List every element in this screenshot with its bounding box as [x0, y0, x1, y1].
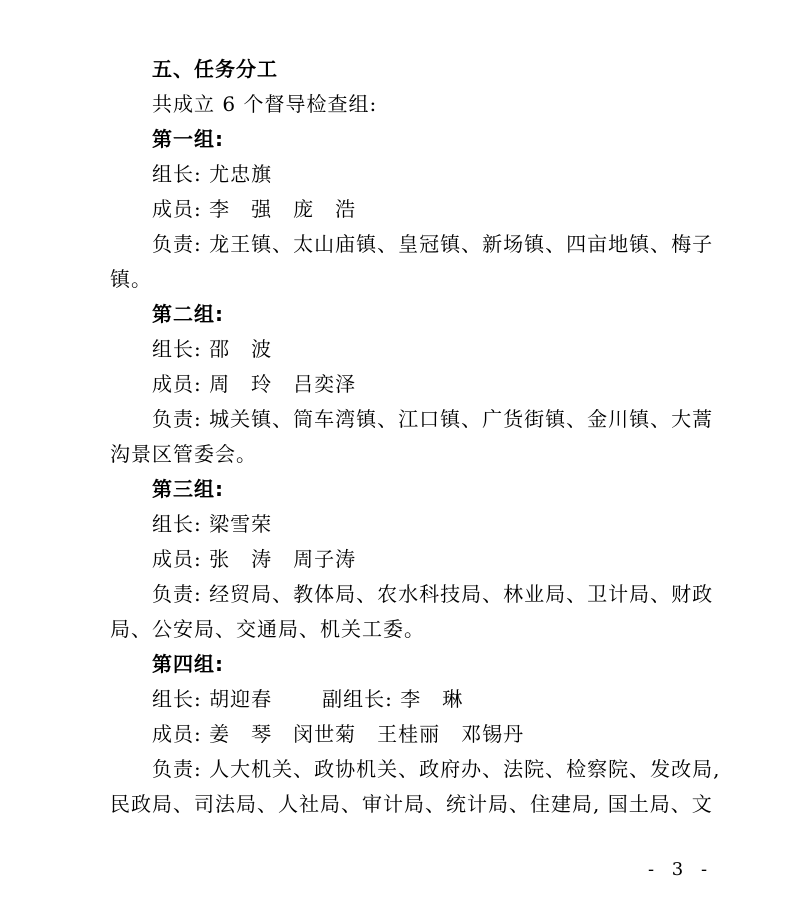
group-4-members: 成员: 姜 琴 闵世菊 王桂丽 邓锡丹 — [152, 722, 525, 746]
group-1-duty-line1: 负责: 龙王镇、太山庙镇、皇冠镇、新场镇、四亩地镇、梅子 — [152, 232, 714, 256]
group-3-duty-line2: 局、公安局、交通局、机关工委。 — [110, 617, 425, 641]
group-4-leader-row — [152, 684, 710, 714]
group-4-duty-line1: 负责: 人大机关、政协机关、政府办、法院、检察院、发改局, — [152, 757, 721, 781]
page-number: - 3 - — [648, 859, 714, 880]
group-1-leader: 组长: 尤忠旗 — [152, 162, 273, 186]
group-3-duty-line1: 负责: 经贸局、教体局、农水科技局、林业局、卫计局、财政 — [152, 582, 714, 606]
group-1-title: 第一组: — [152, 127, 224, 151]
group-2-leader: 组长: 邵 波 — [152, 337, 273, 361]
group-3-leader: 组长: 梁雪荣 — [152, 512, 273, 536]
intro-text: 共成立 6 个督导检查组: — [152, 92, 378, 116]
group-2-duty-line2: 沟景区管委会。 — [110, 442, 257, 466]
section-title: 五、任务分工 — [152, 57, 278, 81]
group-1-duty-line2: 镇。 — [110, 267, 152, 291]
group-2-title: 第二组: — [152, 302, 224, 326]
group-4-duty-line2: 民政局、司法局、人社局、审计局、统计局、住建局, 国土局、文 — [110, 792, 713, 816]
group-3-title: 第三组: — [152, 477, 224, 501]
group-2-duty-line1: 负责: 城关镇、筒车湾镇、江口镇、广货街镇、金川镇、大蒿 — [152, 407, 714, 431]
group-4-title: 第四组: — [152, 652, 224, 676]
group-4-leader: 组长: 胡迎春 — [152, 687, 273, 711]
group-1-members: 成员: 李 强 庞 浩 — [152, 197, 357, 221]
group-3-members: 成员: 张 涛 周子涛 — [152, 547, 357, 571]
group-2-members: 成员: 周 玲 吕奕泽 — [152, 372, 357, 396]
group-4-deputy: 副组长: 李 琳 — [322, 687, 464, 711]
